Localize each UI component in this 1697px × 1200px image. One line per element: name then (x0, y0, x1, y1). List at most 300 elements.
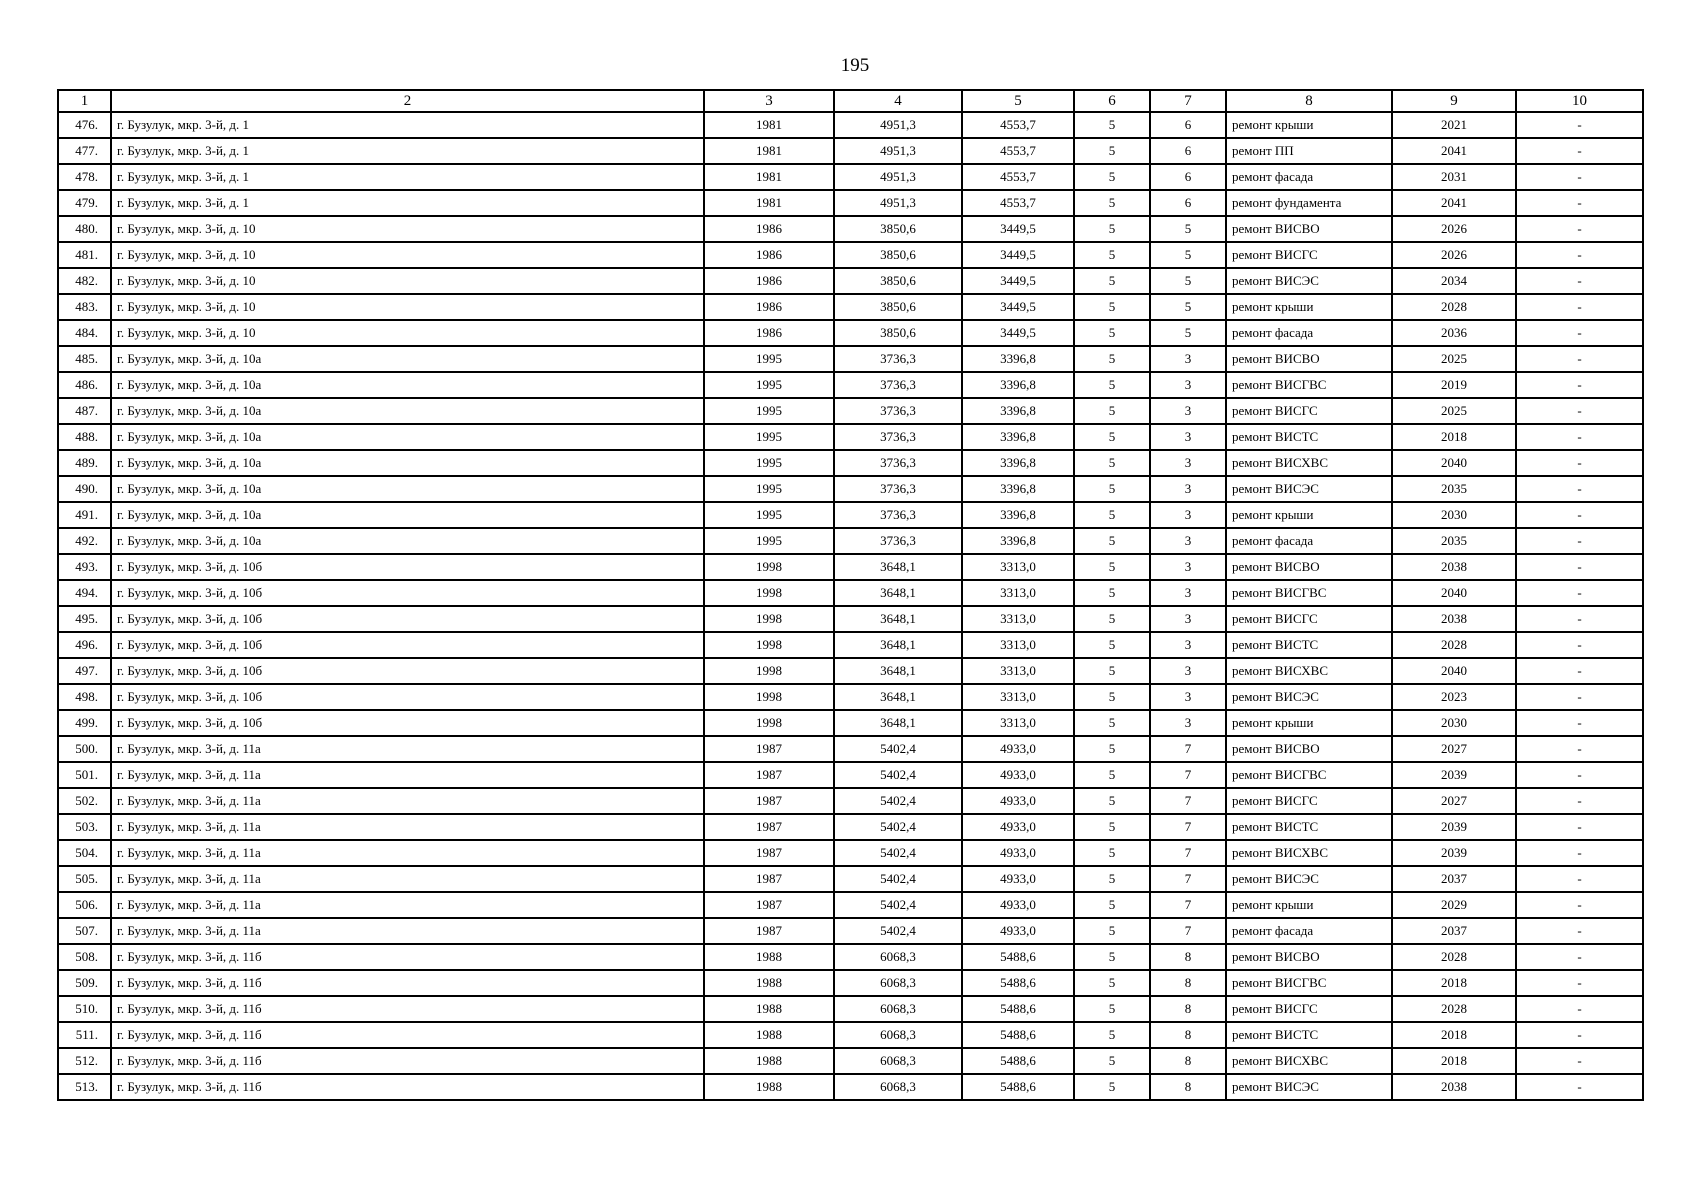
col-year-cell: 1998 (704, 684, 834, 710)
col-planned-year-cell: 2026 (1392, 216, 1516, 242)
col-work-type-cell: ремонт крыши (1226, 502, 1392, 528)
col-entrances-cell: 3 (1150, 502, 1226, 528)
col-area-living-cell: 4933,0 (962, 918, 1074, 944)
col-floors-cell: 5 (1074, 736, 1150, 762)
col-address-cell: г. Бузулук, мкр. 3-й, д. 10б (111, 632, 704, 658)
col-area-total-cell: 3648,1 (834, 580, 962, 606)
col-year-cell: 1988 (704, 1048, 834, 1074)
col-year-cell: 1988 (704, 1022, 834, 1048)
col-floors-cell: 5 (1074, 944, 1150, 970)
col-address-cell: г. Бузулук, мкр. 3-й, д. 10 (111, 242, 704, 268)
col-year-cell: 1986 (704, 268, 834, 294)
col-area-total-cell: 3850,6 (834, 268, 962, 294)
col-number-cell: 478. (58, 164, 111, 190)
col-note-cell: - (1516, 112, 1643, 138)
col-address-cell: г. Бузулук, мкр. 3-й, д. 11б (111, 944, 704, 970)
col-year-cell: 1986 (704, 294, 834, 320)
col-work-type-cell: ремонт фасада (1226, 528, 1392, 554)
col-floors-cell: 5 (1074, 190, 1150, 216)
col-note-cell: - (1516, 892, 1643, 918)
col-work-type-cell: ремонт ВИСХВС (1226, 450, 1392, 476)
col-area-living-cell: 5488,6 (962, 944, 1074, 970)
table-row (58, 398, 1643, 424)
col-floors-cell: 5 (1074, 346, 1150, 372)
col-year-cell: 1988 (704, 944, 834, 970)
col-floors-cell: 5 (1074, 1048, 1150, 1074)
col-area-living-cell: 5488,6 (962, 970, 1074, 996)
col-area-total-cell: 5402,4 (834, 762, 962, 788)
col-work-type-cell: ремонт ВИСХВС (1226, 658, 1392, 684)
col-planned-year-cell: 2019 (1392, 372, 1516, 398)
col-address-cell: г. Бузулук, мкр. 3-й, д. 11а (111, 736, 704, 762)
col-area-total-cell: 5402,4 (834, 866, 962, 892)
col-year-cell: 1988 (704, 1074, 834, 1100)
col-number-cell: 501. (58, 762, 111, 788)
col-note-cell: - (1516, 684, 1643, 710)
table-row (58, 814, 1643, 840)
col-area-total-cell: 3736,3 (834, 398, 962, 424)
col-note-cell: - (1516, 918, 1643, 944)
col-work-type-cell: ремонт ВИСТС (1226, 814, 1392, 840)
col-year-cell: 1995 (704, 502, 834, 528)
col-entrances-cell: 5 (1150, 268, 1226, 294)
col-area-total-cell: 5402,4 (834, 840, 962, 866)
col-area-living-cell: 3449,5 (962, 216, 1074, 242)
col-year-cell: 1987 (704, 788, 834, 814)
col-planned-year-cell: 2034 (1392, 268, 1516, 294)
col-address-cell: г. Бузулук, мкр. 3-й, д. 1 (111, 112, 704, 138)
col-floors-cell: 5 (1074, 164, 1150, 190)
table-row (58, 1022, 1643, 1048)
col-area-living-cell: 3396,8 (962, 398, 1074, 424)
col-area-living-cell: 4933,0 (962, 814, 1074, 840)
table-row (58, 710, 1643, 736)
table-row (58, 736, 1643, 762)
col-planned-year-cell: 2018 (1392, 424, 1516, 450)
col-note-cell: - (1516, 242, 1643, 268)
col-number-cell: 486. (58, 372, 111, 398)
table-row (58, 554, 1643, 580)
col-work-type-cell: ремонт ВИСГВС (1226, 372, 1392, 398)
col-area-living-cell: 3449,5 (962, 320, 1074, 346)
col-area-total-cell: 6068,3 (834, 996, 962, 1022)
table-row (58, 294, 1643, 320)
col-number-cell: 480. (58, 216, 111, 242)
col-number-cell: 485. (58, 346, 111, 372)
col-work-type-cell: ремонт ВИСЭС (1226, 1074, 1392, 1100)
col-planned-year-cell: 2023 (1392, 684, 1516, 710)
table-row (58, 762, 1643, 788)
col-address-cell: г. Бузулук, мкр. 3-й, д. 11а (111, 840, 704, 866)
col-year-cell: 1995 (704, 476, 834, 502)
col-entrances-cell: 3 (1150, 658, 1226, 684)
table-row (58, 450, 1643, 476)
col-year-cell: 1995 (704, 398, 834, 424)
col-planned-year-cell: 2030 (1392, 502, 1516, 528)
col-floors-cell: 5 (1074, 372, 1150, 398)
col-floors-cell: 5 (1074, 502, 1150, 528)
col-address-cell: г. Бузулук, мкр. 3-й, д. 11б (111, 970, 704, 996)
col-note-cell: - (1516, 840, 1643, 866)
column-header-col-number: 1 (58, 90, 111, 112)
col-work-type-cell: ремонт крыши (1226, 294, 1392, 320)
table-row (58, 970, 1643, 996)
table-row (58, 372, 1643, 398)
table-row (58, 580, 1643, 606)
col-area-total-cell: 3648,1 (834, 684, 962, 710)
col-area-total-cell: 3736,3 (834, 424, 962, 450)
col-entrances-cell: 3 (1150, 710, 1226, 736)
col-address-cell: г. Бузулук, мкр. 3-й, д. 10б (111, 710, 704, 736)
col-entrances-cell: 7 (1150, 866, 1226, 892)
col-number-cell: 490. (58, 476, 111, 502)
col-area-total-cell: 3648,1 (834, 710, 962, 736)
col-entrances-cell: 3 (1150, 372, 1226, 398)
col-floors-cell: 5 (1074, 528, 1150, 554)
col-planned-year-cell: 2035 (1392, 476, 1516, 502)
col-entrances-cell: 8 (1150, 970, 1226, 996)
table-row (58, 268, 1643, 294)
table-row (58, 190, 1643, 216)
col-note-cell: - (1516, 1074, 1643, 1100)
col-floors-cell: 5 (1074, 1074, 1150, 1100)
col-floors-cell: 5 (1074, 476, 1150, 502)
col-area-living-cell: 3396,8 (962, 528, 1074, 554)
col-work-type-cell: ремонт ПП (1226, 138, 1392, 164)
col-work-type-cell: ремонт ВИСЭС (1226, 476, 1392, 502)
table-body (58, 112, 1643, 1100)
col-floors-cell: 5 (1074, 762, 1150, 788)
col-floors-cell: 5 (1074, 398, 1150, 424)
col-address-cell: г. Бузулук, мкр. 3-й, д. 10б (111, 684, 704, 710)
col-work-type-cell: ремонт фасада (1226, 320, 1392, 346)
col-year-cell: 1998 (704, 606, 834, 632)
col-planned-year-cell: 2037 (1392, 918, 1516, 944)
col-work-type-cell: ремонт ВИСЭС (1226, 268, 1392, 294)
col-entrances-cell: 7 (1150, 736, 1226, 762)
col-entrances-cell: 7 (1150, 892, 1226, 918)
col-work-type-cell: ремонт ВИСТС (1226, 1022, 1392, 1048)
col-number-cell: 503. (58, 814, 111, 840)
col-number-cell: 488. (58, 424, 111, 450)
col-area-total-cell: 4951,3 (834, 190, 962, 216)
col-year-cell: 1998 (704, 710, 834, 736)
col-number-cell: 508. (58, 944, 111, 970)
col-area-total-cell: 5402,4 (834, 736, 962, 762)
col-area-living-cell: 3313,0 (962, 632, 1074, 658)
col-entrances-cell: 7 (1150, 788, 1226, 814)
col-entrances-cell: 3 (1150, 580, 1226, 606)
col-area-total-cell: 6068,3 (834, 944, 962, 970)
col-area-total-cell: 6068,3 (834, 1048, 962, 1074)
col-address-cell: г. Бузулук, мкр. 3-й, д. 10 (111, 294, 704, 320)
col-entrances-cell: 3 (1150, 528, 1226, 554)
col-entrances-cell: 3 (1150, 424, 1226, 450)
col-work-type-cell: ремонт ВИСВО (1226, 944, 1392, 970)
col-floors-cell: 5 (1074, 996, 1150, 1022)
col-number-cell: 484. (58, 320, 111, 346)
col-entrances-cell: 6 (1150, 112, 1226, 138)
col-number-cell: 512. (58, 1048, 111, 1074)
col-number-cell: 507. (58, 918, 111, 944)
col-floors-cell: 5 (1074, 892, 1150, 918)
table-row (58, 424, 1643, 450)
col-planned-year-cell: 2030 (1392, 710, 1516, 736)
col-year-cell: 1995 (704, 528, 834, 554)
col-address-cell: г. Бузулук, мкр. 3-й, д. 10а (111, 424, 704, 450)
col-area-total-cell: 3736,3 (834, 450, 962, 476)
col-note-cell: - (1516, 658, 1643, 684)
col-planned-year-cell: 2037 (1392, 866, 1516, 892)
col-note-cell: - (1516, 398, 1643, 424)
col-year-cell: 1987 (704, 840, 834, 866)
col-entrances-cell: 7 (1150, 814, 1226, 840)
col-floors-cell: 5 (1074, 138, 1150, 164)
col-number-cell: 500. (58, 736, 111, 762)
col-floors-cell: 5 (1074, 684, 1150, 710)
col-area-living-cell: 4933,0 (962, 788, 1074, 814)
col-floors-cell: 5 (1074, 554, 1150, 580)
col-area-living-cell: 5488,6 (962, 1074, 1074, 1100)
col-area-total-cell: 3736,3 (834, 372, 962, 398)
col-work-type-cell: ремонт ВИСГВС (1226, 762, 1392, 788)
col-work-type-cell: ремонт фасада (1226, 164, 1392, 190)
col-entrances-cell: 3 (1150, 450, 1226, 476)
col-planned-year-cell: 2041 (1392, 138, 1516, 164)
col-planned-year-cell: 2035 (1392, 528, 1516, 554)
col-number-cell: 506. (58, 892, 111, 918)
table-row (58, 918, 1643, 944)
col-floors-cell: 5 (1074, 866, 1150, 892)
col-year-cell: 1995 (704, 424, 834, 450)
col-work-type-cell: ремонт ВИСВО (1226, 346, 1392, 372)
col-area-living-cell: 3396,8 (962, 450, 1074, 476)
col-work-type-cell: ремонт крыши (1226, 112, 1392, 138)
col-planned-year-cell: 2028 (1392, 632, 1516, 658)
col-entrances-cell: 3 (1150, 554, 1226, 580)
col-year-cell: 1987 (704, 866, 834, 892)
col-work-type-cell: ремонт ВИСХВС (1226, 1048, 1392, 1074)
col-planned-year-cell: 2039 (1392, 762, 1516, 788)
col-floors-cell: 5 (1074, 840, 1150, 866)
col-year-cell: 1995 (704, 346, 834, 372)
col-floors-cell: 5 (1074, 606, 1150, 632)
col-address-cell: г. Бузулук, мкр. 3-й, д. 11б (111, 996, 704, 1022)
col-planned-year-cell: 2031 (1392, 164, 1516, 190)
col-area-total-cell: 3736,3 (834, 528, 962, 554)
col-entrances-cell: 3 (1150, 346, 1226, 372)
col-entrances-cell: 6 (1150, 138, 1226, 164)
column-header-col-entrances: 7 (1150, 90, 1226, 112)
table-row (58, 346, 1643, 372)
col-planned-year-cell: 2027 (1392, 788, 1516, 814)
col-address-cell: г. Бузулук, мкр. 3-й, д. 10б (111, 554, 704, 580)
col-note-cell: - (1516, 866, 1643, 892)
col-floors-cell: 5 (1074, 918, 1150, 944)
col-note-cell: - (1516, 944, 1643, 970)
col-area-living-cell: 4933,0 (962, 892, 1074, 918)
col-area-total-cell: 4951,3 (834, 112, 962, 138)
col-floors-cell: 5 (1074, 268, 1150, 294)
col-entrances-cell: 6 (1150, 190, 1226, 216)
col-area-total-cell: 4951,3 (834, 164, 962, 190)
col-floors-cell: 5 (1074, 242, 1150, 268)
col-planned-year-cell: 2040 (1392, 580, 1516, 606)
col-address-cell: г. Бузулук, мкр. 3-й, д. 10а (111, 502, 704, 528)
col-floors-cell: 5 (1074, 658, 1150, 684)
table-row (58, 112, 1643, 138)
col-year-cell: 1995 (704, 450, 834, 476)
col-floors-cell: 5 (1074, 970, 1150, 996)
col-year-cell: 1987 (704, 892, 834, 918)
col-area-total-cell: 5402,4 (834, 892, 962, 918)
col-work-type-cell: ремонт ВИСГС (1226, 398, 1392, 424)
col-work-type-cell: ремонт ВИСГС (1226, 996, 1392, 1022)
col-number-cell: 483. (58, 294, 111, 320)
col-address-cell: г. Бузулук, мкр. 3-й, д. 11а (111, 892, 704, 918)
column-header-col-floors: 6 (1074, 90, 1150, 112)
col-year-cell: 1988 (704, 996, 834, 1022)
col-address-cell: г. Бузулук, мкр. 3-й, д. 11а (111, 788, 704, 814)
col-entrances-cell: 7 (1150, 918, 1226, 944)
table-row (58, 684, 1643, 710)
col-planned-year-cell: 2021 (1392, 112, 1516, 138)
col-area-total-cell: 6068,3 (834, 1022, 962, 1048)
col-number-cell: 491. (58, 502, 111, 528)
col-address-cell: г. Бузулук, мкр. 3-й, д. 10а (111, 450, 704, 476)
col-area-living-cell: 4553,7 (962, 190, 1074, 216)
col-number-cell: 502. (58, 788, 111, 814)
col-area-living-cell: 3449,5 (962, 242, 1074, 268)
col-number-cell: 497. (58, 658, 111, 684)
col-year-cell: 1986 (704, 320, 834, 346)
col-entrances-cell: 5 (1150, 242, 1226, 268)
column-header-col-area-total: 4 (834, 90, 962, 112)
col-entrances-cell: 3 (1150, 632, 1226, 658)
header-row (58, 90, 1643, 112)
col-year-cell: 1987 (704, 918, 834, 944)
col-entrances-cell: 3 (1150, 476, 1226, 502)
col-note-cell: - (1516, 554, 1643, 580)
col-address-cell: г. Бузулук, мкр. 3-й, д. 11а (111, 762, 704, 788)
table-row (58, 164, 1643, 190)
col-planned-year-cell: 2038 (1392, 1074, 1516, 1100)
col-area-total-cell: 5402,4 (834, 814, 962, 840)
col-planned-year-cell: 2025 (1392, 398, 1516, 424)
col-area-living-cell: 3396,8 (962, 476, 1074, 502)
col-note-cell: - (1516, 320, 1643, 346)
col-floors-cell: 5 (1074, 450, 1150, 476)
column-header-col-area-living: 5 (962, 90, 1074, 112)
col-entrances-cell: 8 (1150, 1074, 1226, 1100)
table-row (58, 1074, 1643, 1100)
col-area-living-cell: 3449,5 (962, 268, 1074, 294)
col-number-cell: 499. (58, 710, 111, 736)
col-address-cell: г. Бузулук, мкр. 3-й, д. 10а (111, 398, 704, 424)
col-address-cell: г. Бузулук, мкр. 3-й, д. 10а (111, 476, 704, 502)
col-area-living-cell: 3313,0 (962, 710, 1074, 736)
col-entrances-cell: 8 (1150, 996, 1226, 1022)
col-planned-year-cell: 2018 (1392, 1048, 1516, 1074)
col-floors-cell: 5 (1074, 320, 1150, 346)
col-area-living-cell: 4933,0 (962, 736, 1074, 762)
col-area-living-cell: 3313,0 (962, 658, 1074, 684)
col-area-total-cell: 3648,1 (834, 554, 962, 580)
col-work-type-cell: ремонт фасада (1226, 918, 1392, 944)
col-work-type-cell: ремонт ВИСЭС (1226, 866, 1392, 892)
col-floors-cell: 5 (1074, 294, 1150, 320)
col-year-cell: 1998 (704, 632, 834, 658)
col-floors-cell: 5 (1074, 788, 1150, 814)
col-entrances-cell: 6 (1150, 164, 1226, 190)
table-row (58, 502, 1643, 528)
col-year-cell: 1998 (704, 554, 834, 580)
col-number-cell: 513. (58, 1074, 111, 1100)
table-row (58, 242, 1643, 268)
col-area-living-cell: 3313,0 (962, 684, 1074, 710)
col-year-cell: 1986 (704, 242, 834, 268)
col-address-cell: г. Бузулук, мкр. 3-й, д. 1 (111, 164, 704, 190)
col-note-cell: - (1516, 788, 1643, 814)
col-area-living-cell: 3449,5 (962, 294, 1074, 320)
col-address-cell: г. Бузулук, мкр. 3-й, д. 10а (111, 346, 704, 372)
table-row (58, 138, 1643, 164)
col-planned-year-cell: 2041 (1392, 190, 1516, 216)
col-area-living-cell: 3313,0 (962, 580, 1074, 606)
col-year-cell: 1981 (704, 190, 834, 216)
col-entrances-cell: 8 (1150, 1022, 1226, 1048)
col-note-cell: - (1516, 996, 1643, 1022)
col-address-cell: г. Бузулук, мкр. 3-й, д. 11б (111, 1074, 704, 1100)
col-year-cell: 1995 (704, 372, 834, 398)
col-number-cell: 477. (58, 138, 111, 164)
col-year-cell: 1988 (704, 970, 834, 996)
table-row (58, 476, 1643, 502)
column-header-col-planned-year: 9 (1392, 90, 1516, 112)
col-area-total-cell: 3736,3 (834, 476, 962, 502)
col-year-cell: 1986 (704, 216, 834, 242)
col-work-type-cell: ремонт ВИСГС (1226, 242, 1392, 268)
col-number-cell: 511. (58, 1022, 111, 1048)
col-area-total-cell: 3850,6 (834, 320, 962, 346)
col-address-cell: г. Бузулук, мкр. 3-й, д. 10б (111, 606, 704, 632)
col-floors-cell: 5 (1074, 580, 1150, 606)
col-area-total-cell: 4951,3 (834, 138, 962, 164)
col-year-cell: 1998 (704, 658, 834, 684)
col-address-cell: г. Бузулук, мкр. 3-й, д. 11а (111, 866, 704, 892)
col-work-type-cell: ремонт ВИСВО (1226, 736, 1392, 762)
col-planned-year-cell: 2028 (1392, 294, 1516, 320)
col-address-cell: г. Бузулук, мкр. 3-й, д. 10а (111, 528, 704, 554)
col-entrances-cell: 7 (1150, 840, 1226, 866)
col-planned-year-cell: 2026 (1392, 242, 1516, 268)
col-area-living-cell: 4553,7 (962, 112, 1074, 138)
col-area-total-cell: 3850,6 (834, 294, 962, 320)
col-note-cell: - (1516, 606, 1643, 632)
col-entrances-cell: 3 (1150, 398, 1226, 424)
col-note-cell: - (1516, 762, 1643, 788)
col-note-cell: - (1516, 372, 1643, 398)
col-note-cell: - (1516, 710, 1643, 736)
col-note-cell: - (1516, 736, 1643, 762)
col-entrances-cell: 5 (1150, 320, 1226, 346)
col-area-total-cell: 3648,1 (834, 606, 962, 632)
col-address-cell: г. Бузулук, мкр. 3-й, д. 10б (111, 580, 704, 606)
col-address-cell: г. Бузулук, мкр. 3-й, д. 10 (111, 216, 704, 242)
col-note-cell: - (1516, 424, 1643, 450)
col-note-cell: - (1516, 970, 1643, 996)
col-year-cell: 1987 (704, 762, 834, 788)
